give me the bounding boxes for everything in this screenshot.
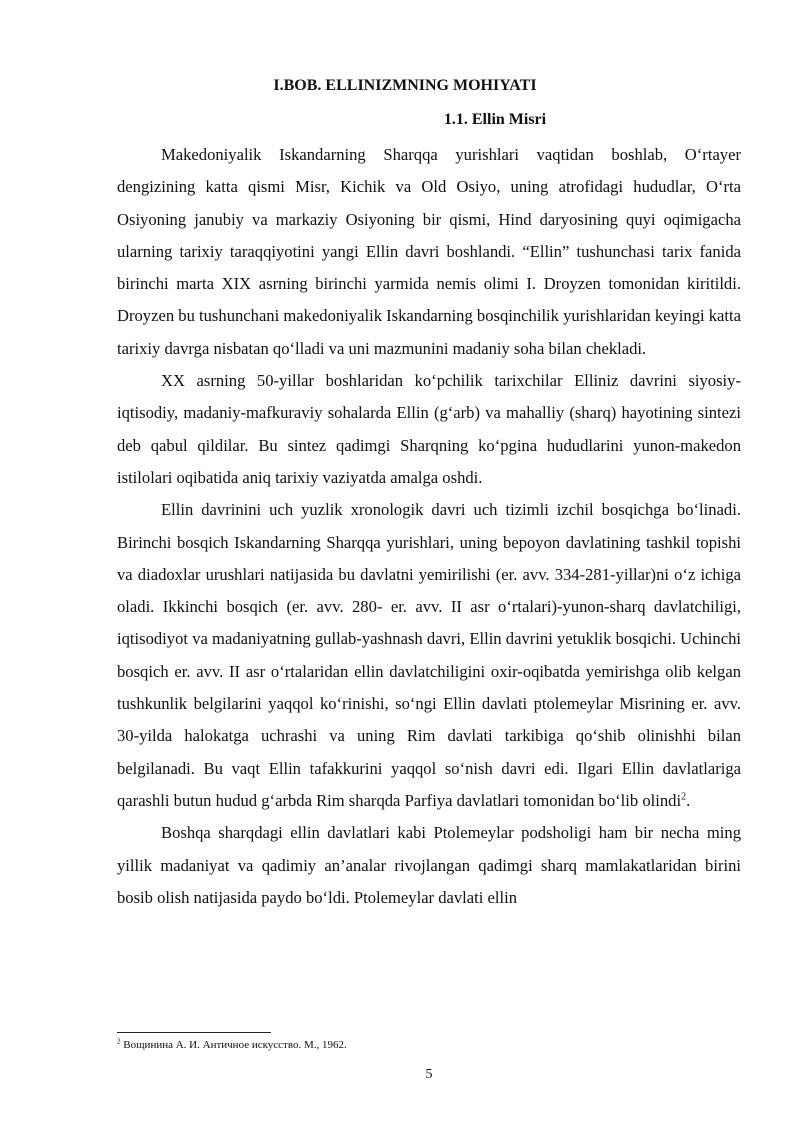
- paragraph-2: XX asrning 50-yillar boshlaridan ko‘pchilik tarixchilar Elliniz davrini siyosiy-iqtisodiy, madaniy-mafkuraviy sohalarda Ellin (g‘arb) va mahalliy (sharq) hayotining sintezi deb qabul qildilar. Bu sintez qadimgi Sharqning ko‘pgina hududlarini yunon-makedon istilolari oqibatida aniq tarixiy vaziyatda amalga oshdi.: [117, 371, 741, 487]
- chapter-title: I.BOB. ELLINIZMNING MOHIYATI: [273, 77, 537, 94]
- page-number: 5: [425, 1067, 433, 1082]
- paragraph-3-text: Ellin davrinini uch yuzlik xronologik davri uch tizimli izchil bosqichga bo‘linadi. Birinchi bosqich Iskandarning Sharqqa yurishlari, uning bepoyon davlatining tashkil topishi va diadoxlar urushlari natijasida bu davlatni yemirilishi (er. avv. 334-281-yillar)ni o‘z ichiga oladi. Ikkinchi bosqich (er. avv. 280- er. avv. II asr o‘rtalari)-yunon-sharq davlatchiligi, iqtisodiyot va madaniyatning gullab-yashnash davri, Ellin davrini yetuklik bosqichi. Uchinchi bosqich er. avv. II asr o‘rtalaridan ellin davlatchiligini oxir-oqibatda yemirishga olib kelgan tushkunlik belgilarini yaqqol ko‘rinishi, so‘ngi Ellin davlati ptolemeylar Misrining er. avv. 30-yilda halokatga uchrashi va uning Rim davlati tarkibiga qo‘shib olinishhi bilan belgilanadi. Bu vaqt Ellin tafakkurini yaqqol so‘nish davri edi. Ilgari Ellin davlatlariga qarashli butun hudud g‘arbda Rim sharqda Parfiya davlatlari tomonidan bo‘lib olindi: [117, 500, 741, 810]
- paragraph-3: [117, 494, 741, 817]
- paragraph-3-end: .: [686, 790, 691, 810]
- footnote-divider: [117, 1032, 271, 1033]
- footnote: [117, 1039, 347, 1051]
- paragraph-4: Boshqa sharqdagi ellin davlatlari kabi Ptolemeylar podsholigi ham bir necha ming yillik madaniyat va qadimiy an’analar rivojlangan qadimgi sharq mamlakatlaridan birini bosib olish natijasida paydo bo‘ldi. Ptolemeylar davlati ellin: [117, 823, 741, 907]
- section-title: 1.1. Ellin Misri: [443, 111, 547, 128]
- paragraph-1: Makedoniyalik Iskandarning Sharqqa yurishlari vaqtidan boshlab, O‘rtayer dengizining katta qismi Misr, Kichik va Old Osiyo, uning atrofidagi hududlar, O‘rta Osiyoning janubiy va markaziy Osiyoning bir qismi, Hind daryosining quyi oqimigacha ularning tarixiy taraqqiyotini yangi Ellin davri boshlandi. “Ellin” tushunchasi tarix fanida birinchi marta XIX asrning birinchi yarmida nemis olimi I. Droyzen tomonidan kiritildi. Droyzen bu tushunchani makedoniyalik Iskandarning bosqinchilik yurishlaridan keyingi katta tarixiy davrga nisbatan qo‘lladi va uni mazmunini madaniy soha bilan chekladi.: [117, 145, 741, 358]
- footnote-text: Вощинина А. И. Античное искусство. М., 1962.: [120, 1039, 347, 1051]
- footnote-marker: 2: [117, 1037, 121, 1046]
- footnote-reference: 2: [681, 791, 687, 803]
- body-text: [117, 139, 741, 914]
